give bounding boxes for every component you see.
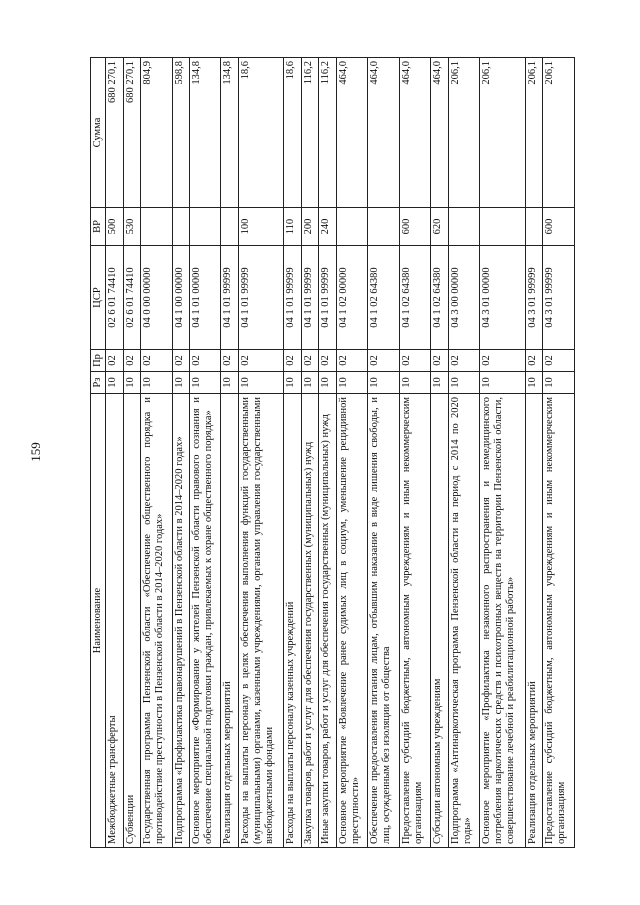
table-row [123, 58, 140, 848]
table-row [336, 58, 367, 848]
cell-rz: 10 [448, 372, 479, 394]
cell-sum: 680 270,1 [106, 58, 123, 208]
cell-vr: 530 [123, 208, 140, 246]
cell-name: Субвенции [123, 394, 140, 848]
cell-name: Основное мероприятие «Профилактика незаконного распространения и немедицинского потребления наркотических средств и психотропных веществ на территории Пензенской области, совершенствование лечебной и реабилитационной работы» [480, 394, 526, 848]
cell-vr [448, 208, 479, 246]
cell-rz: 10 [301, 372, 318, 394]
budget-table [90, 57, 575, 848]
cell-csr: 02 6 01 74410 [123, 246, 140, 350]
cell-rz: 10 [141, 372, 172, 394]
cell-sum: 134,8 [190, 58, 221, 208]
cell-sum: 206,1 [448, 58, 479, 208]
cell-vr: 240 [319, 208, 336, 246]
cell-rz: 10 [221, 372, 238, 394]
cell-rz: 10 [284, 372, 301, 394]
cell-vr [480, 208, 526, 246]
header-csr: ЦСР [91, 246, 106, 350]
cell-rz: 10 [431, 372, 448, 394]
cell-rz: 10 [399, 372, 430, 394]
cell-name: Предоставление субсидий бюджетным, автономным учреждениям и иным некоммерческим организациям [543, 394, 575, 848]
cell-vr: 100 [238, 208, 284, 246]
cell-rz: 10 [480, 372, 526, 394]
cell-vr [172, 208, 189, 246]
cell-pr: 02 [238, 350, 284, 372]
cell-name: Основное мероприятие «Формирование у жителей Пензенской области правового сознания и обеспечение специальной подготовки граждан, привлекаемых к охране общественного порядка» [190, 394, 221, 848]
cell-pr: 02 [399, 350, 430, 372]
cell-sum: 464,0 [399, 58, 430, 208]
cell-name: Расходы на выплаты персоналу казенных учреждений [284, 394, 301, 848]
table-row [190, 58, 221, 848]
cell-vr [336, 208, 367, 246]
cell-vr [221, 208, 238, 246]
table-row [525, 58, 542, 848]
cell-csr: 04 1 00 00000 [172, 246, 189, 350]
cell-rz: 10 [336, 372, 367, 394]
table-header-row [91, 58, 106, 848]
cell-pr: 02 [172, 350, 189, 372]
cell-sum: 464,0 [336, 58, 367, 208]
cell-rz: 10 [238, 372, 284, 394]
cell-sum: 18,6 [284, 58, 301, 208]
cell-csr: 04 1 01 00000 [190, 246, 221, 350]
table-row [238, 58, 284, 848]
cell-pr: 02 [543, 350, 575, 372]
cell-csr: 04 1 02 64380 [368, 246, 399, 350]
cell-name: Подпрограмма «Профилактика правонарушений в Пензенской области в 2014–2020 годах» [172, 394, 189, 848]
cell-vr [141, 208, 172, 246]
cell-csr: 04 1 02 64380 [431, 246, 448, 350]
table-row [301, 58, 318, 848]
page-number: 159 [28, 442, 43, 462]
cell-csr: 04 1 02 00000 [336, 246, 367, 350]
cell-csr: 04 1 01 99999 [301, 246, 318, 350]
cell-pr: 02 [319, 350, 336, 372]
cell-name: Обеспечение предоставления питания лицам, отбывшим наказание в виде лишения свободы, и лиц, осужденным без изоляции от общества [368, 394, 399, 848]
cell-name: Иные закупки товаров, работ и услуг для обеспечения государственных (муниципальных) нужд [319, 394, 336, 848]
table-row [319, 58, 336, 848]
cell-rz: 10 [172, 372, 189, 394]
cell-vr: 200 [301, 208, 318, 246]
header-rz: Рз [91, 372, 106, 394]
table-row [172, 58, 189, 848]
table-row [543, 58, 575, 848]
cell-sum: 134,8 [221, 58, 238, 208]
cell-rz: 10 [190, 372, 221, 394]
cell-vr: 500 [106, 208, 123, 246]
cell-csr: 04 3 01 00000 [480, 246, 526, 350]
rotated-table-container [90, 58, 575, 848]
cell-rz: 10 [525, 372, 542, 394]
cell-pr: 02 [525, 350, 542, 372]
cell-sum: 206,1 [543, 58, 575, 208]
cell-pr: 02 [221, 350, 238, 372]
cell-name: Предоставление субсидий бюджетным, автономным учреждениям и иным некоммерческим организациям [399, 394, 430, 848]
table-row [480, 58, 526, 848]
table-body [106, 58, 575, 848]
cell-pr: 02 [106, 350, 123, 372]
cell-sum: 206,1 [480, 58, 526, 208]
table-row [448, 58, 479, 848]
cell-csr: 04 0 00 00000 [141, 246, 172, 350]
table-row [221, 58, 238, 848]
cell-vr [190, 208, 221, 246]
cell-sum: 18,6 [238, 58, 284, 208]
cell-rz: 10 [106, 372, 123, 394]
cell-csr: 04 3 01 99999 [525, 246, 542, 350]
header-sum: Сумма [91, 58, 106, 208]
cell-rz: 10 [123, 372, 140, 394]
cell-csr: 04 1 01 99999 [238, 246, 284, 350]
cell-rz: 10 [368, 372, 399, 394]
cell-vr [368, 208, 399, 246]
cell-sum: 464,0 [368, 58, 399, 208]
cell-rz: 10 [543, 372, 575, 394]
cell-pr: 02 [284, 350, 301, 372]
cell-pr: 02 [141, 350, 172, 372]
cell-sum: 598,8 [172, 58, 189, 208]
cell-pr: 02 [480, 350, 526, 372]
cell-vr: 600 [399, 208, 430, 246]
cell-name: Субсидии автономным учреждениям [431, 394, 448, 848]
cell-csr: 04 3 00 00000 [448, 246, 479, 350]
cell-sum: 116,2 [301, 58, 318, 208]
cell-csr: 04 1 01 99999 [284, 246, 301, 350]
table-row [284, 58, 301, 848]
cell-rz: 10 [319, 372, 336, 394]
cell-pr: 02 [336, 350, 367, 372]
cell-vr: 620 [431, 208, 448, 246]
cell-csr: 04 1 01 99999 [319, 246, 336, 350]
cell-name: Расходы на выплаты персоналу в целях обеспечения выполнения функций государственными (муниципальными) органами, казенными учреждениями, органами управления государственными внебюджетными фондами [238, 394, 284, 848]
table-row [106, 58, 123, 848]
cell-name: Межбюджетные трансферты [106, 394, 123, 848]
cell-csr: 04 3 01 99999 [543, 246, 575, 350]
cell-vr: 110 [284, 208, 301, 246]
cell-sum: 804,9 [141, 58, 172, 208]
cell-pr: 02 [190, 350, 221, 372]
cell-pr: 02 [431, 350, 448, 372]
cell-name: Реализация отдельных мероприятий [525, 394, 542, 848]
table-row [141, 58, 172, 848]
cell-csr: 04 1 02 64380 [399, 246, 430, 350]
cell-pr: 02 [448, 350, 479, 372]
cell-sum: 680 270,1 [123, 58, 140, 208]
cell-csr: 02 6 01 74410 [106, 246, 123, 350]
cell-name: Реализация отдельных мероприятий [221, 394, 238, 848]
table-row [431, 58, 448, 848]
cell-sum: 116,2 [319, 58, 336, 208]
cell-sum: 464,0 [431, 58, 448, 208]
cell-csr: 04 1 01 99999 [221, 246, 238, 350]
cell-pr: 02 [368, 350, 399, 372]
cell-vr: 600 [543, 208, 575, 246]
cell-name: Подпрограмма «Антинаркотическая программа Пензенской области на период с 2014 по 2020 годы» [448, 394, 479, 848]
table-row [399, 58, 430, 848]
cell-sum: 206,1 [525, 58, 542, 208]
cell-pr: 02 [123, 350, 140, 372]
cell-vr [525, 208, 542, 246]
cell-name: Закупка товаров, работ и услуг для обеспечения государственных (муниципальных) нужд [301, 394, 318, 848]
header-vr: ВР [91, 208, 106, 246]
cell-name: Государственная программа Пензенской области «Обеспечение общественного порядка и противодействие преступности в Пензенской области в 2014–2020 годах» [141, 394, 172, 848]
rotated-page-frame [90, 58, 575, 848]
header-pr: Пр [91, 350, 106, 372]
cell-pr: 02 [301, 350, 318, 372]
header-name: Наименование [91, 394, 106, 848]
table-row [368, 58, 399, 848]
cell-name: Основное мероприятие «Вовлечение ранее судимых лиц в социум, уменьшение рецидивной преступности» [336, 394, 367, 848]
